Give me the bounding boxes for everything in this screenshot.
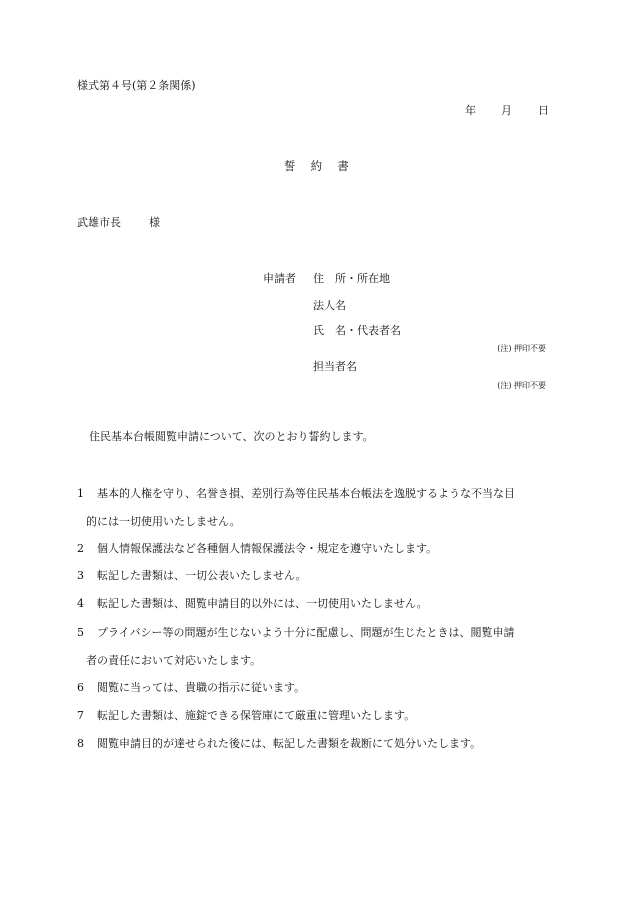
- pledge-item-continuation: 的には一切使用いたしません。: [86, 515, 241, 528]
- pledge-item-number: 8: [77, 737, 84, 750]
- year-label: 年: [465, 104, 476, 117]
- contact-person-label: 担当者名: [313, 360, 357, 373]
- pledge-item-number: 6: [77, 681, 84, 694]
- pledge-item-text: 基本的人権を守り、名誉き損、差別行為等住民基本台帳法を逸脱するような不当な目: [97, 487, 515, 500]
- pledge-item-continuation: 者の責任において対応いたします。: [86, 654, 262, 667]
- pledge-item-text: プライバシー等の問題が生じないよう十分に配慮し、問題が生じたときは、閲覧申請: [97, 626, 515, 639]
- pledge-item-text: 転記した書類は、施錠できる保管庫にて厳重に管理いたします。: [97, 709, 416, 722]
- pledge-item-number: 4: [77, 597, 84, 610]
- month-label: 月: [501, 104, 512, 117]
- pledge-item-number: 1: [77, 487, 84, 500]
- recipient-name: 武雄市長: [77, 216, 121, 229]
- pledge-item-text: 閲覧に当っては、貴職の指示に従います。: [97, 681, 306, 694]
- pledge-item-text: 個人情報保護法など各種個人情報保護法令・規定を遵守いたします。: [97, 542, 438, 555]
- intro-statement: 住民基本台帳閲覧申請について、次のとおり誓約します。: [89, 430, 374, 443]
- pledge-item-text: 転記した書類は、一切公表いたしません。: [97, 569, 307, 582]
- recipient-suffix: 様: [149, 216, 160, 229]
- pledge-item-number: 5: [77, 626, 84, 639]
- address-field-label: 住 所・所在地: [313, 272, 390, 285]
- pledge-item-text: 転記した書類は、閲覧申請目的以外には、一切使用いたしません。: [97, 597, 428, 610]
- document-title: 誓 約 書: [284, 159, 355, 173]
- pledge-item-text: 閲覧申請目的が達せられた後には、転記した書類を裁断にて処分いたします。: [97, 737, 482, 750]
- applicant-label: 申請者: [263, 272, 296, 285]
- corporation-name-label: 法人名: [313, 299, 346, 312]
- pledge-item-number: 3: [77, 569, 84, 582]
- pledge-item-number: 7: [77, 709, 84, 722]
- form-number: 様式第４号(第２条関係): [77, 79, 196, 92]
- day-label: 日: [538, 104, 549, 117]
- pledge-item-number: 2: [77, 542, 84, 555]
- contact-seal-not-required-note: (注) 押印不要: [497, 381, 546, 390]
- seal-not-required-note: (注) 押印不要: [497, 344, 546, 353]
- representative-name-label: 氏 名・代表者名: [313, 324, 401, 337]
